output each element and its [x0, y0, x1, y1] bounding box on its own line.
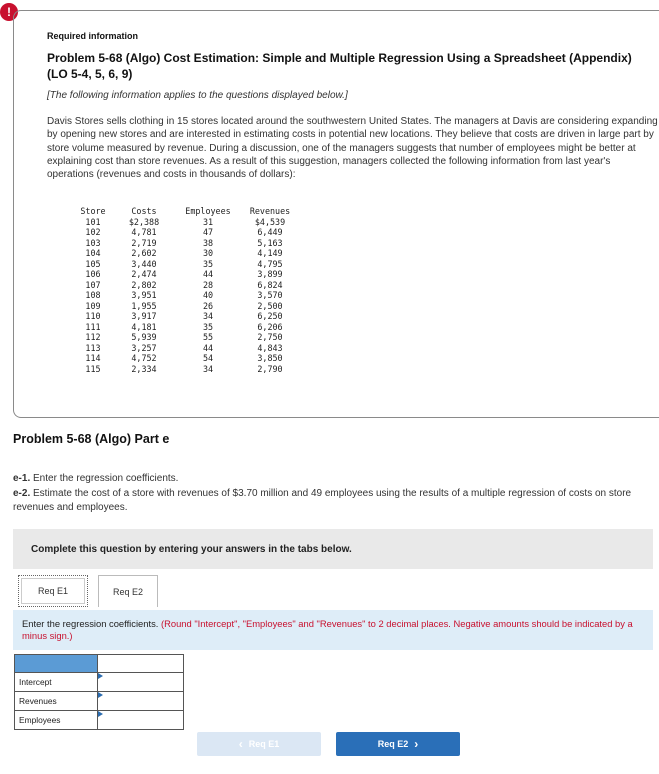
tab-req-e1[interactable]: Req E1 [18, 575, 88, 607]
answer-label-intercept: Intercept [15, 673, 98, 692]
cell-store: 115 [85, 363, 101, 374]
answer-label-employees: Employees [15, 711, 98, 730]
cell-employees: 38 [202, 237, 214, 248]
table-row [72, 311, 298, 322]
cell-store: 107 [85, 279, 101, 290]
answer-table [14, 654, 184, 730]
cell-costs: 4,781 [131, 227, 157, 237]
cell-revenues: 6,250 [257, 311, 283, 321]
intercept-input[interactable] [98, 674, 183, 692]
table-row [72, 353, 298, 364]
answer-header-blank [15, 655, 98, 673]
cell-employees: 35 [202, 321, 214, 332]
cell-revenues: 2,750 [257, 332, 283, 342]
cell-employees: 47 [202, 227, 214, 237]
cell-costs: 4,181 [131, 321, 157, 332]
answer-row-intercept [15, 673, 184, 692]
cell-costs: $2,388 [128, 216, 160, 227]
table-row [72, 259, 298, 270]
part-title: Problem 5-68 (Algo) Part e [13, 432, 170, 446]
cell-store: 102 [85, 227, 101, 237]
cell-store: 110 [85, 311, 101, 321]
cell-employees: 35 [202, 258, 214, 269]
cell-store: 114 [85, 353, 101, 363]
column-header-store: Store [80, 206, 106, 216]
cell-employees: 40 [202, 290, 214, 300]
question-e1 [13, 473, 178, 484]
cell-costs: 5,939 [131, 332, 157, 342]
cell-employees: 31 [202, 216, 214, 227]
cell-costs: 2,334 [131, 363, 157, 374]
instruction-lead: Enter the regression coefficients. [22, 618, 159, 629]
cell-costs: 2,474 [131, 269, 157, 279]
answer-table-header-row [15, 655, 184, 673]
cell-store: 111 [85, 321, 101, 332]
problem-title-lo: (LO 5-4, 5, 6, 9) [47, 67, 133, 81]
store-data-table [72, 206, 298, 374]
problem-title-main: Problem 5-68 (Algo) Cost Estimation: Simple and Multiple Regression Using a Spreadsheet (Appendix) [47, 51, 632, 65]
cell-costs: 3,440 [131, 258, 157, 269]
prev-button-label: Req E1 [248, 739, 280, 749]
cell-costs: 2,719 [131, 237, 157, 248]
cell-revenues: 4,843 [257, 342, 283, 353]
cell-revenues: 3,899 [257, 269, 283, 279]
cell-revenues: 6,449 [257, 227, 283, 237]
cell-employees: 34 [202, 311, 214, 321]
prev-button[interactable] [197, 732, 321, 756]
question-e2 [13, 487, 659, 515]
table-body [72, 217, 298, 375]
alert-icon: ! [0, 3, 18, 21]
cell-employees: 54 [202, 353, 214, 363]
cell-employees: 26 [202, 300, 214, 311]
cell-revenues: 2,790 [257, 363, 283, 374]
answer-label-revenues: Revenues [15, 692, 98, 711]
table-row [72, 280, 298, 291]
answer-header-blank [98, 655, 184, 673]
chevron-left-icon: ‹ [238, 737, 243, 751]
question-e2-text: Estimate the cost of a store with revenues of $3.70 million and 49 employees using the results of a multiple regression of costs on store revenues and employees. [13, 488, 632, 513]
tab-req-e2[interactable]: Req E2 [98, 575, 158, 607]
table-row [72, 343, 298, 354]
table-row [72, 238, 298, 249]
answer-row-revenues [15, 692, 184, 711]
cell-store: 103 [85, 237, 101, 248]
cell-revenues: 4,149 [257, 248, 283, 258]
cell-revenues: $4,539 [254, 216, 286, 227]
instruction-panel [13, 610, 653, 650]
cell-revenues: 3,850 [257, 353, 283, 363]
cell-employees: 28 [202, 279, 214, 290]
answer-cell-employees [98, 711, 184, 730]
cell-store: 113 [85, 342, 101, 353]
cell-employees: 44 [202, 269, 214, 279]
question-e2-label: e-2. [13, 488, 31, 499]
table-row [72, 322, 298, 333]
problem-title [47, 50, 659, 82]
cell-store: 108 [85, 290, 101, 300]
table-row [72, 248, 298, 259]
cell-store: 104 [85, 248, 101, 258]
cell-store: 112 [85, 332, 101, 342]
next-button[interactable] [336, 732, 460, 756]
triangle-marker-icon [98, 711, 103, 717]
answer-row-employees [15, 711, 184, 730]
triangle-marker-icon [98, 692, 103, 698]
cell-employees: 34 [202, 363, 214, 374]
cell-costs: 4,752 [131, 353, 157, 363]
cell-store: 105 [85, 258, 101, 269]
cell-store: 101 [85, 216, 101, 227]
cell-revenues: 5,163 [257, 237, 283, 248]
cell-costs: 3,257 [131, 342, 157, 353]
cell-costs: 2,802 [131, 279, 157, 290]
cell-costs: 2,602 [131, 248, 157, 258]
cell-store: 106 [85, 269, 101, 279]
complete-question-banner: Complete this question by entering your answers in the tabs below. [13, 529, 653, 569]
cell-costs: 1,955 [131, 300, 157, 311]
question-e1-label: e-1. [13, 473, 31, 484]
revenues-input[interactable] [98, 693, 183, 711]
column-header-employees: Employees [185, 206, 231, 216]
cell-costs: 3,917 [131, 311, 157, 321]
column-header-revenues: Revenues [249, 206, 291, 216]
table-row [72, 217, 298, 228]
table-row [72, 364, 298, 375]
table-row [72, 227, 298, 238]
employees-input[interactable] [98, 712, 183, 730]
cell-revenues: 4,795 [257, 258, 283, 269]
cell-employees: 44 [202, 342, 214, 353]
cell-revenues: 2,500 [257, 300, 283, 311]
table-header-row [72, 206, 298, 217]
cell-store: 109 [85, 300, 101, 311]
table-row [72, 332, 298, 343]
cell-revenues: 6,824 [257, 279, 283, 290]
cell-revenues: 6,206 [257, 321, 283, 332]
cell-employees: 30 [202, 248, 214, 258]
chevron-right-icon: › [414, 737, 419, 751]
applies-note: [The following information applies to the questions displayed below.] [47, 90, 348, 101]
cell-revenues: 3,570 [257, 290, 283, 300]
info-header: Required information [47, 31, 139, 41]
cell-costs: 3,951 [131, 290, 157, 300]
answer-cell-revenues [98, 692, 184, 711]
table-row [72, 269, 298, 280]
problem-description: Davis Stores sells clothing in 15 stores located around the southwestern United States. The managers at Davis are considering expanding by opening new stores and are interested in estimating costs in potential new locations. They believe that costs are driven in large part by store volume measured by revenue. During a discussion, one of the managers suggests that number of employees might be better at explaining cost than store revenues. As a result of this suggestion, managers collected the following information from last year's operations (revenues and costs in thousands of dollars): [47, 116, 658, 181]
table-row [72, 290, 298, 301]
triangle-marker-icon [98, 673, 103, 679]
question-e1-text: Enter the regression coefficients. [30, 473, 179, 484]
table-row [72, 301, 298, 312]
instruction-note: (Round "Intercept", "Employees" and "Revenues" to 2 decimal places. Negative amounts should be indicated by a minus sign.) [22, 618, 633, 641]
next-button-label: Req E2 [377, 739, 409, 749]
column-header-costs: Costs [131, 206, 157, 216]
answer-cell-intercept [98, 673, 184, 692]
cell-employees: 55 [202, 332, 214, 342]
